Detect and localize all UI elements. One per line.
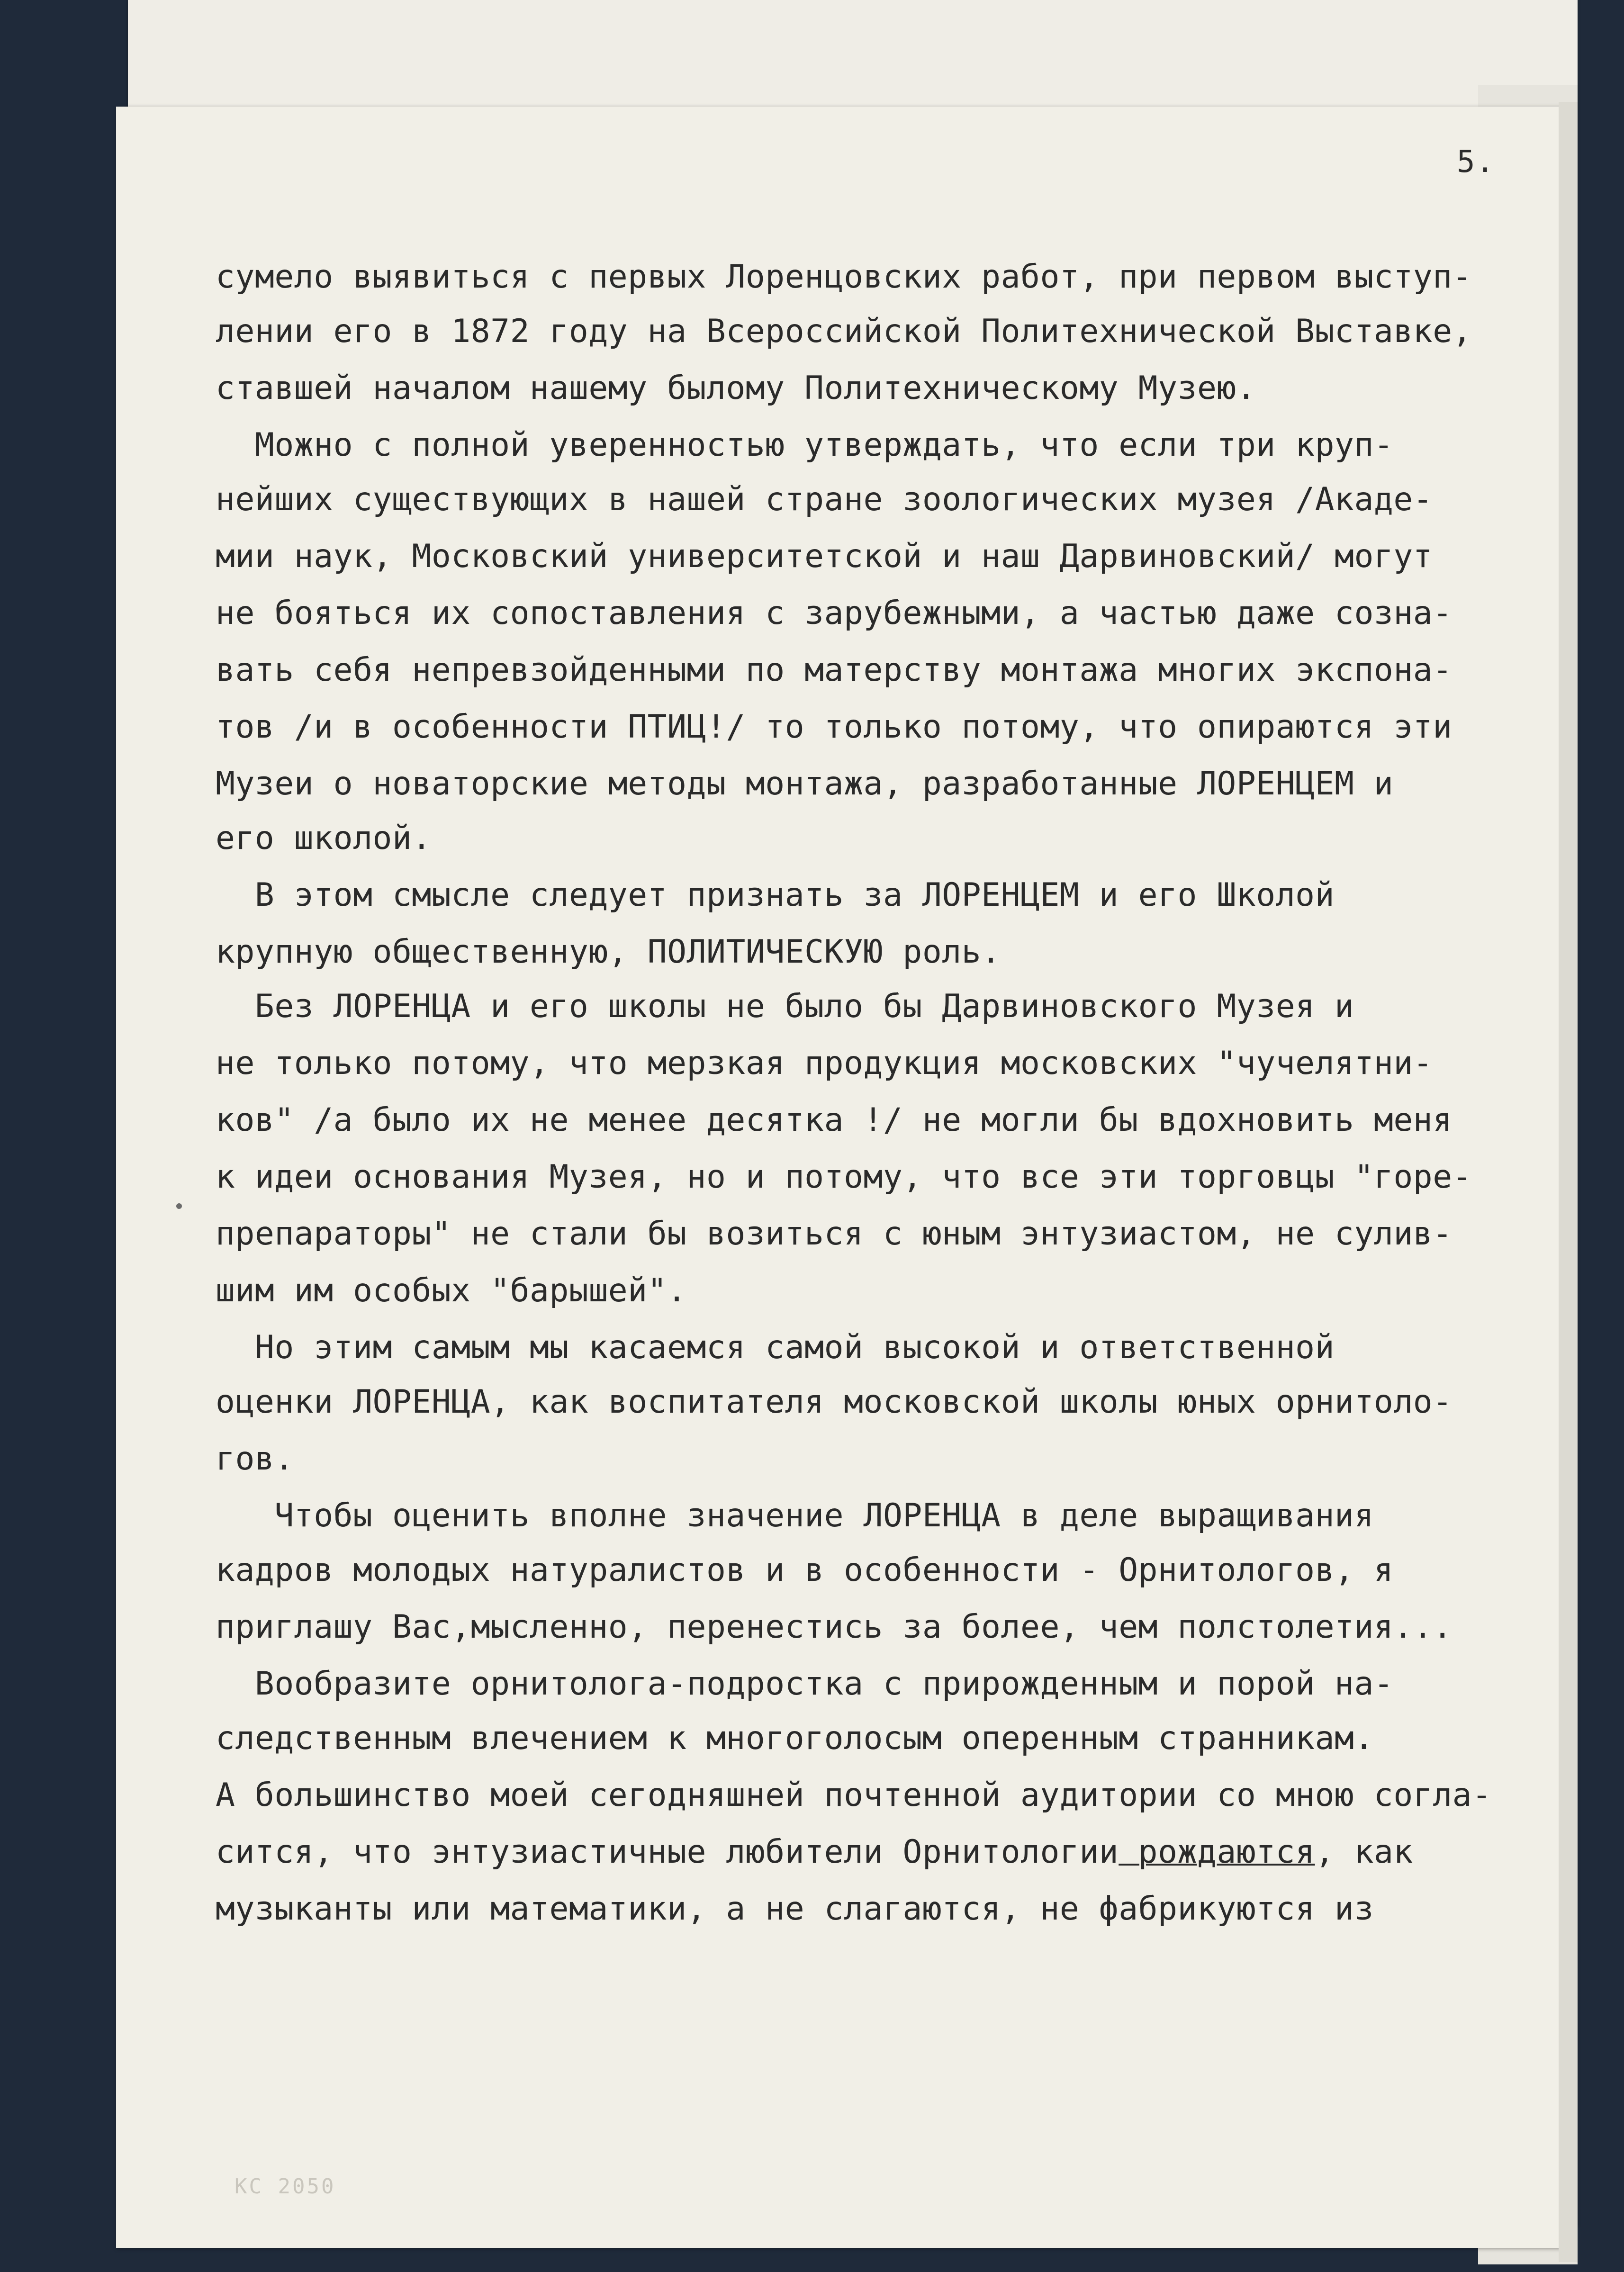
text-line: приглашу Вас,мысленно, перенестись за более, чем полстолетия... [216,1608,1453,1646]
line-tail: , как [1315,1833,1413,1871]
text-line: крупную общественную, ПОЛИТИЧЕСКУЮ роль. [216,933,1001,971]
text-line: ставшей началом нашему былому Политехническому Музею. [216,370,1256,407]
page-torn-edge [1559,102,1578,2262]
text-line: кадров молодых натуралистов и в особенности - Орнитологов, я [216,1551,1394,1589]
text-line: шим им особых "барышей". [216,1272,687,1309]
text-line: В этом смысле следует признать за ЛОРЕНЦЕМ и его Школой [216,876,1335,914]
text-line: тов /и в особенности ПТИЦ!/ то только потому, что опираются эти [216,708,1453,746]
page-number: 5. [1457,144,1496,180]
text-line: не бояться их сопоставления с зарубежными, а частью даже созна- [216,595,1453,632]
text-line: Чтобы оценить вполне значение ЛОРЕНЦА в деле выращивания [216,1497,1374,1534]
text-line: нейших существующих в нашей стране зоологических музея /Акаде- [216,481,1433,518]
ink-dot [176,1203,182,1209]
text-line: сумело выявиться с первых Лоренцовских работ, при первом выступ- [216,258,1472,296]
text-line: к идеи основания Музея, но и потому, что все эти торговцы "горе- [216,1158,1472,1196]
text-line: Без ЛОРЕНЦА и его школы не было бы Дарвиновского Музея и [216,988,1354,1025]
text-line: ков" /а было их не менее десятка !/ не могли бы вдохновить меня [216,1101,1453,1139]
text-line: его школой. [216,820,432,857]
text-line: А большинство моей сегодняшней почтенной аудитории со мною согла- [216,1776,1492,1814]
text-line: вать себя непревзойденными по матерству монтажа многих экспона- [216,651,1453,689]
text-line: лении его в 1872 году на Всероссийской Политехнической Выставке, [216,313,1472,350]
text-line: следственным влечением к многоголосым оперенным странникам. [216,1720,1374,1757]
text-line: гов. [216,1440,294,1478]
text-line: мии наук, Московский университетской и наш Дарвиновский/ могут [216,538,1433,575]
underlined-word: рождаются [1119,1833,1315,1871]
text-line: не только потому, что мерзкая продукция московских "чучелятни- [216,1045,1433,1082]
text-line: оценки ЛОРЕНЦА, как воспитателя московской школы юных орнитоло- [216,1383,1453,1421]
text-line: препараторы" не стали бы возиться с юным энтузиастом, не сулив- [216,1215,1453,1253]
text-line: музыканты или математики, а не слагаются, не фабрикуются из [216,1890,1374,1928]
text-line: Но этим самым мы касаемся самой высокой и ответственной [216,1329,1335,1366]
text-line: Можно с полной уверенностью утверждать, что если три круп- [216,426,1394,464]
text-line: Музеи о новаторские методы монтажа, разработанные ЛОРЕНЦЕМ и [216,765,1394,802]
text-line: сится, что энтузиастичные любители Орнитологии рождаются, как [216,1833,1413,1871]
text-line: Вообразите орнитолога-подростка с прирожденным и порой на- [216,1665,1394,1703]
archive-stamp: КС 2050 [235,2174,336,2199]
